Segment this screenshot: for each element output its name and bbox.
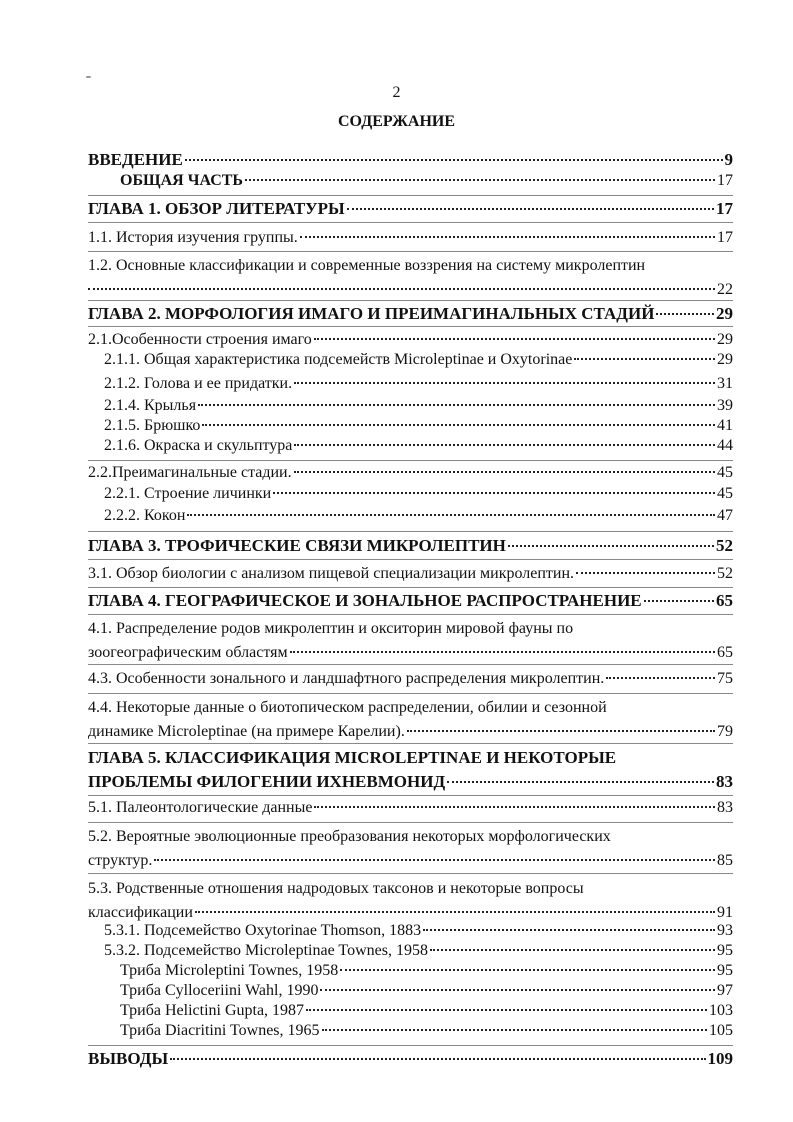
section-divider — [88, 795, 733, 796]
toc-entry-label: Триба Microleptini Townes, 1958 — [120, 962, 339, 979]
section-divider — [88, 251, 733, 252]
section-divider — [88, 531, 733, 532]
dot-leader — [187, 514, 715, 516]
toc-entry-tribe-diacritini — [120, 1021, 733, 1041]
toc-entry-tribe-cylloceriini — [120, 981, 733, 1001]
dot-leader — [606, 677, 715, 679]
section-divider — [88, 664, 733, 665]
toc-entry-page: 79 — [717, 723, 733, 740]
dot-leader — [294, 382, 715, 384]
dot-leader — [407, 730, 715, 732]
section-divider — [88, 614, 733, 615]
toc-entry-page: 95 — [717, 962, 733, 979]
toc-entry-page: 105 — [709, 1022, 733, 1039]
section-divider — [88, 222, 733, 223]
toc-entry-section-5-3 — [88, 877, 733, 925]
dot-leader — [154, 859, 715, 861]
toc-entry-label: 5.1. Палеонтологические данные — [88, 799, 313, 816]
toc-entry-page: 109 — [707, 1049, 733, 1068]
section-divider — [88, 559, 733, 560]
toc-entry-page: 91 — [717, 904, 733, 921]
toc-entry-label: 1.2. Основные классификации и современные воззрения на систему микролептин — [88, 257, 646, 274]
dot-leader — [644, 600, 714, 602]
toc-entry-section-4-1 — [88, 617, 733, 665]
toc-entry-chapter-2 — [88, 304, 733, 324]
toc-entry-label: ГЛАВА 5. КЛАССИФИКАЦИЯ MICROLEPTINAE И НЕКОТОРЫЕ — [88, 748, 617, 767]
dot-leader — [202, 424, 715, 426]
section-divider — [88, 873, 733, 874]
toc-entry-label: 5.2. Вероятные эволюционные преобразования некоторых морфологических — [88, 828, 611, 845]
toc-entry-page: 65 — [717, 644, 733, 661]
toc-entry-label: 4.4. Некоторые данные о биотопическом распределении, обилии и сезонной — [88, 699, 607, 716]
toc-entry-label-continued: динамике Microleptinae (на примере Карелии). — [88, 723, 405, 740]
toc-entry-introduction — [88, 150, 733, 170]
toc-entry-section-2-2-1 — [104, 484, 733, 504]
toc-title: СОДЕРЖАНИЕ — [337, 113, 456, 130]
toc-entry-section-1-1 — [88, 228, 733, 248]
toc-entry-page: 83 — [717, 799, 733, 816]
toc-entry-page: 93 — [717, 922, 733, 939]
toc-entry-section-4-4 — [88, 696, 733, 744]
toc-entry-label: ВЫВОДЫ — [88, 1049, 169, 1068]
toc-entry-page: 45 — [717, 485, 733, 502]
toc-entry-page: 29 — [716, 304, 733, 323]
toc-entry-label-continued: структур. — [88, 852, 153, 869]
toc-entry-page: 31 — [717, 375, 733, 392]
dot-leader — [656, 313, 714, 315]
dot-leader — [574, 358, 715, 360]
toc-entry-section-2-2 — [88, 463, 733, 483]
toc-entry-section-2-1 — [88, 330, 733, 350]
section-divider — [88, 460, 733, 461]
section-divider — [88, 822, 733, 823]
toc-entry-label: 2.2.Преимагинальные стадии. — [88, 464, 292, 481]
dot-leader — [322, 1029, 707, 1031]
toc-entry-general-part — [120, 171, 733, 191]
toc-entry-page: 83 — [716, 772, 733, 791]
toc-entry-label: 5.3.2. Подсемейство Microleptinae Townes, 1958 — [104, 942, 428, 959]
dot-leader — [340, 969, 715, 971]
toc-entry-label: 2.2.2. Кокон — [104, 507, 186, 524]
toc-entry-label: Триба Helictini Gupta, 1987 — [120, 1002, 305, 1019]
dot-leader — [294, 444, 715, 446]
toc-entry-label: ОБЩАЯ ЧАСТЬ — [120, 172, 244, 189]
toc-entry-label: ГЛАВА 2. МОРФОЛОГИЯ ИМАГО И ПРЕИМАГИНАЛЬНЫХ СТАДИЙ — [88, 304, 655, 323]
toc-entry-page: 44 — [717, 437, 733, 454]
toc-entry-page: 85 — [717, 852, 733, 869]
toc-entry-section-5-1 — [88, 798, 733, 818]
dot-leader — [273, 492, 715, 494]
dot-leader — [88, 288, 715, 290]
toc-entry-page: 29 — [717, 331, 733, 348]
toc-entry-label: Триба Diacritini Townes, 1965 — [120, 1022, 320, 1039]
toc-entry-section-1-2 — [88, 254, 733, 302]
toc-entry-label: 2.1.Особенности строения имаго — [88, 331, 312, 348]
section-divider — [88, 1045, 733, 1046]
dot-leader — [300, 236, 715, 238]
toc-entry-section-5-3-2 — [104, 941, 733, 961]
toc-entry-label: ГЛАВА 3. ТРОФИЧЕСКИЕ СВЯЗИ МИКРОЛЕПТИН — [88, 536, 506, 555]
toc-entry-section-2-1-4 — [104, 396, 733, 416]
toc-entry-label: 4.3. Особенности зонального и ландшафтного распределения микролептин. — [88, 670, 605, 687]
toc-entry-label: ГЛАВА 1. ОБЗОР ЛИТЕРАТУРЫ — [88, 199, 345, 218]
toc-entry-label-continued: ПРОБЛЕМЫ ФИЛОГЕНИИ ИХНЕВМОНИД — [88, 772, 446, 791]
toc-entry-page: 17 — [716, 199, 733, 218]
dot-leader — [447, 781, 714, 783]
toc-entry-label: 2.1.5. Брюшко — [104, 417, 201, 434]
toc-entry-page: 29 — [717, 351, 733, 368]
toc-entry-page: 17 — [717, 172, 733, 189]
section-divider — [88, 326, 733, 327]
section-divider — [88, 693, 733, 694]
toc-entry-page: 52 — [716, 536, 733, 555]
dot-leader — [320, 989, 715, 991]
toc-entry-section-2-1-1 — [104, 350, 733, 370]
toc-entry-label: 2.2.1. Строение личинки — [104, 485, 272, 502]
toc-entry-section-2-1-5 — [104, 416, 733, 436]
toc-entry-tribe-helictini — [120, 1001, 733, 1021]
toc-entry-chapter-5 — [88, 746, 733, 794]
toc-entry-section-2-1-6 — [104, 436, 733, 456]
dot-leader — [195, 911, 715, 913]
dot-leader — [294, 471, 715, 473]
toc-entry-label: 4.1. Распределение родов микролептин и окситорин мировой фауны по — [88, 620, 574, 637]
toc-entry-page: 47 — [717, 507, 733, 524]
toc-entry-page: 9 — [724, 150, 733, 169]
toc-entry-label: 2.1.4. Крылья — [104, 397, 197, 414]
toc-entry-section-2-1-2 — [104, 374, 733, 394]
section-divider — [88, 300, 733, 301]
dot-leader — [245, 179, 715, 181]
toc-entry-label: Триба Cylloceriini Wahl, 1990 — [120, 982, 319, 999]
toc-entry-section-2-2-2 — [104, 506, 733, 526]
scan-speck — [86, 76, 91, 78]
toc-entry-page: 17 — [717, 229, 733, 246]
toc-entry-page: 22 — [717, 281, 733, 298]
toc-entry-label: 2.1.1. Общая характеристика подсемейств Microleptinae и Oxytorinae — [104, 351, 573, 368]
dot-leader — [170, 1058, 705, 1060]
toc-entry-label: 2.1.2. Голова и ее придатки. — [104, 375, 293, 392]
toc-entry-label: 1.1. История изучения группы. — [88, 229, 298, 246]
dot-leader — [347, 208, 714, 210]
toc-entry-chapter-4 — [88, 591, 733, 611]
toc-entry-page: 45 — [717, 464, 733, 481]
dot-leader — [185, 159, 723, 161]
dot-leader — [423, 929, 715, 931]
section-divider — [88, 743, 733, 744]
dot-leader — [306, 1009, 707, 1011]
toc-entry-page: 52 — [717, 565, 733, 582]
toc-entry-label: 5.3. Родственные отношения надродовых таксонов и некоторые вопросы — [88, 880, 584, 897]
toc-entry-label: ВВЕДЕНИЕ — [88, 150, 183, 169]
toc-entry-section-4-3 — [88, 669, 733, 689]
toc-entry-page: 95 — [717, 942, 733, 959]
toc-entry-label: 2.1.6. Окраска и скульптура — [104, 437, 293, 454]
toc-entry-label: 5.3.1. Подсемейство Oxytorinae Thomson, 1883 — [104, 922, 422, 939]
toc-entry-page: 65 — [716, 591, 733, 610]
toc-entry-page: 75 — [717, 670, 733, 687]
toc-entry-label-continued: классификации — [88, 904, 193, 921]
toc-entry-section-3-1 — [88, 564, 733, 584]
toc-entry-page: 103 — [709, 1002, 733, 1019]
toc-entry-section-5-2 — [88, 825, 733, 873]
toc-entry-label-continued: зоогеографическим областям — [88, 644, 288, 661]
toc-entry-conclusions — [88, 1049, 733, 1069]
section-divider — [88, 195, 733, 196]
toc-entry-label: ГЛАВА 4. ГЕОГРАФИЧЕСКОЕ И ЗОНАЛЬНОЕ РАСПРОСТРАНЕНИЕ — [88, 591, 642, 610]
toc-entry-page: 97 — [717, 982, 733, 999]
toc-entry-label: 3.1. Обзор биологии с анализом пищевой специализации микролептин. — [88, 565, 575, 582]
dot-leader — [508, 545, 714, 547]
dot-leader — [198, 404, 715, 406]
dot-leader — [314, 338, 715, 340]
toc-entry-tribe-microleptini — [120, 961, 733, 981]
toc-entry-chapter-1 — [88, 199, 733, 219]
toc-entry-page: 41 — [717, 417, 733, 434]
toc-entry-page: 39 — [717, 397, 733, 414]
toc-entry-chapter-3 — [88, 536, 733, 556]
section-divider — [88, 587, 733, 588]
dot-leader — [314, 806, 715, 808]
dot-leader — [576, 572, 715, 574]
dot-leader — [290, 651, 715, 653]
toc-entry-section-5-3-1 — [104, 921, 733, 941]
page-number: 2 — [392, 84, 401, 101]
dot-leader — [430, 949, 715, 951]
